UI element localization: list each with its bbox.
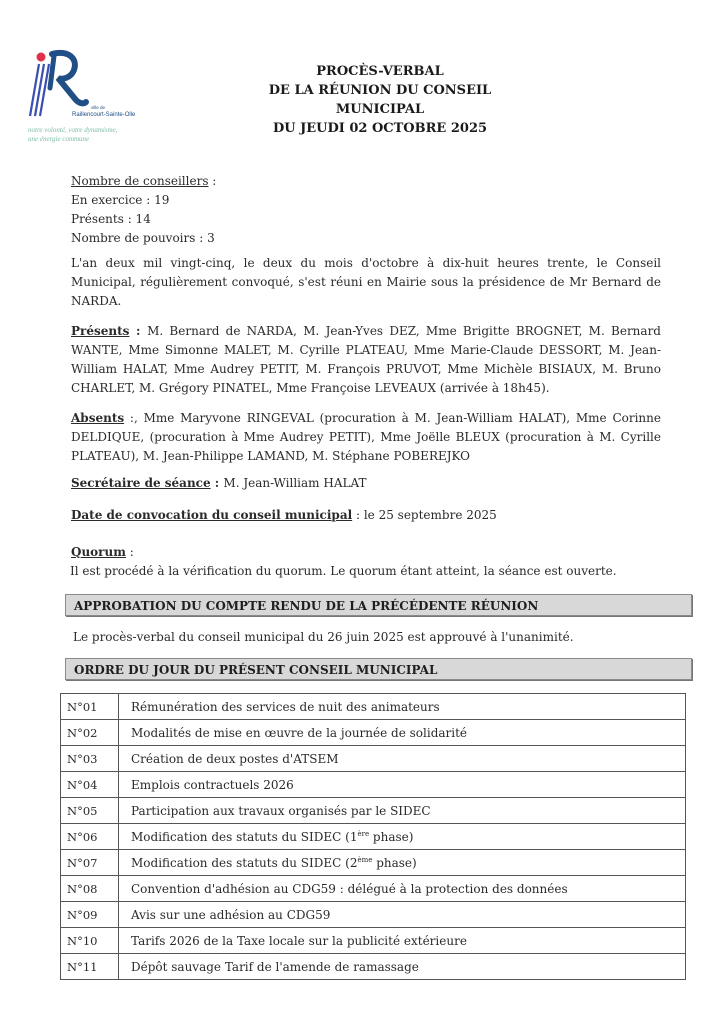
agenda-num: N°10	[61, 928, 119, 954]
table-row	[61, 720, 686, 746]
secretary-sep: :	[210, 476, 224, 490]
table-row	[61, 772, 686, 798]
agenda-label: Emplois contractuels 2026	[119, 772, 686, 798]
agenda-num: N°11	[61, 954, 119, 980]
agenda-label: Convention d'adhésion au CDG59 : délégué à la protection des données	[119, 876, 686, 902]
table-row	[61, 694, 686, 720]
table-row	[61, 954, 686, 980]
title-line-3: DU JEUDI 02 OCTOBRE 2025	[272, 121, 488, 136]
title-line-1: PROCÈS-VERBAL	[316, 64, 444, 79]
absents-sep: :,	[124, 411, 144, 425]
agenda-label: Modalités de mise en œuvre de la journée de solidarité	[119, 720, 686, 746]
counts-heading-label: Nombre de conseillers	[71, 174, 209, 188]
intro-paragraph: L'an deux mil vingt-cinq, le deux du mois d'octobre à dix-huit heures trente, le Conseil Municipal, régulièrement convoqué, s'est réuni en Mairie sous la présidence de Mr Bernard de NARDA.	[71, 256, 661, 308]
quorum-label: Quorum	[71, 545, 126, 559]
table-row	[61, 824, 686, 850]
table-row	[61, 850, 686, 876]
convocation-label: Date de convocation du conseil municipal	[71, 508, 353, 522]
secretary-name: M. Jean-William HALAT	[223, 476, 367, 490]
agenda-num: N°03	[61, 746, 119, 772]
presents-sep: :	[129, 324, 148, 338]
agenda-label: Création de deux postes d'ATSEM	[119, 746, 686, 772]
secretary-line	[71, 474, 661, 493]
counts-heading-suffix: :	[208, 174, 217, 188]
document-title	[230, 62, 530, 138]
count-in-office: En exercice : 19	[71, 193, 170, 207]
table-row	[61, 746, 686, 772]
table-row	[61, 928, 686, 954]
agenda-num: N°05	[61, 798, 119, 824]
convocation-sep: :	[352, 508, 364, 522]
agenda-label: Participation aux travaux organisés par le SIDEC	[119, 798, 686, 824]
quorum-text: Il est procédé à la vérification du quorum. Le quorum étant atteint, la séance est ouverte.	[70, 564, 617, 578]
logo-ville-label: ville de	[91, 105, 106, 110]
agenda-num: N°02	[61, 720, 119, 746]
count-proxies: Nombre de pouvoirs : 3	[71, 231, 215, 245]
quorum-sep: :	[125, 545, 134, 559]
presents-label: Présents	[71, 324, 130, 338]
logo-tagline	[28, 126, 158, 144]
tagline-line-2: une énergie commune	[28, 135, 90, 143]
agenda-section-header: ORDRE DU JOUR DU PRÉSENT CONSEIL MUNICIPAL	[65, 658, 692, 680]
agenda-label-sup: ème	[357, 855, 373, 864]
counts-heading	[71, 172, 661, 191]
secretary-label: Secrétaire de séance	[71, 476, 211, 490]
agenda-label-post: phase)	[372, 855, 417, 870]
absents-list: Mme Maryvone RINGEVAL (procuration à M. Jean-William HALAT), Mme Corinne DELDIQUE, (procuration à Mme Audrey PETIT), Mme Joëlle BLEUX (procuration à M. Cyrille PLATEAU), M. Jean-Philippe LAMAND, M. Stéphane POBEREJKO	[71, 411, 661, 463]
agenda-table	[60, 693, 686, 980]
approval-text: Le procès-verbal du conseil municipal du 26 juin 2025 est approuvé à l'unanimité.	[73, 630, 574, 644]
absents-label: Absents	[71, 411, 125, 425]
absents-paragraph	[71, 409, 661, 466]
agenda-label-pre: Modification des statuts du SIDEC (2	[131, 855, 358, 870]
agenda-num: N°01	[61, 694, 119, 720]
table-row	[61, 876, 686, 902]
convocation-date: le 25 septembre 2025	[363, 508, 497, 522]
agenda-label	[119, 850, 686, 876]
presents-paragraph	[71, 322, 661, 398]
agenda-label: Tarifs 2026 de la Taxe locale sur la publicité extérieure	[119, 928, 686, 954]
agenda-label: Rémunération des services de nuit des animateurs	[119, 694, 686, 720]
town-logo	[28, 48, 148, 148]
agenda-num: N°07	[61, 850, 119, 876]
logo-town-name: Raillencourt-Sainte-Olle	[72, 112, 136, 118]
agenda-label: Dépôt sauvage Tarif de l'amende de ramassage	[119, 954, 686, 980]
convocation-line	[71, 506, 661, 525]
agenda-label-sup: ère	[357, 829, 370, 838]
quorum-heading	[71, 543, 661, 562]
count-present: Présents : 14	[71, 212, 151, 226]
agenda-label	[119, 824, 686, 850]
agenda-label-pre: Modification des statuts du SIDEC (1	[131, 829, 358, 844]
table-row	[61, 902, 686, 928]
tagline-line-1: notre volonté, votre dynamisme,	[28, 126, 118, 134]
councillor-counts	[71, 172, 661, 248]
quorum-block	[71, 543, 661, 581]
table-row	[61, 798, 686, 824]
title-line-2: DE LA RÉUNION DU CONSEIL MUNICIPAL	[268, 83, 492, 117]
agenda-label: Avis sur une adhésion au CDG59	[119, 902, 686, 928]
approval-section-header: APPROBATION DU COMPTE RENDU DE LA PRÉCÉDENTE RÉUNION	[65, 594, 692, 616]
presents-list: M. Bernard de NARDA, M. Jean-Yves DEZ, Mme Brigitte BROGNET, M. Bernard WANTE, Mme Simonne MALET, M. Cyrille PLATEAU, Mme Marie-Claude DESSORT, M. Jean-William HALAT, Mme Audrey PETIT, M. François PRUVOT, Mme Michèle BISIAUX, M. Bruno CHARLET, M. Grégory PINATEL, Mme Françoise LEVEAUX (arrivée à 18h45).	[71, 324, 661, 395]
agenda-num: N°06	[61, 824, 119, 850]
agenda-num: N°08	[61, 876, 119, 902]
agenda-label-post: phase)	[369, 829, 414, 844]
agenda-num: N°04	[61, 772, 119, 798]
agenda-num: N°09	[61, 902, 119, 928]
